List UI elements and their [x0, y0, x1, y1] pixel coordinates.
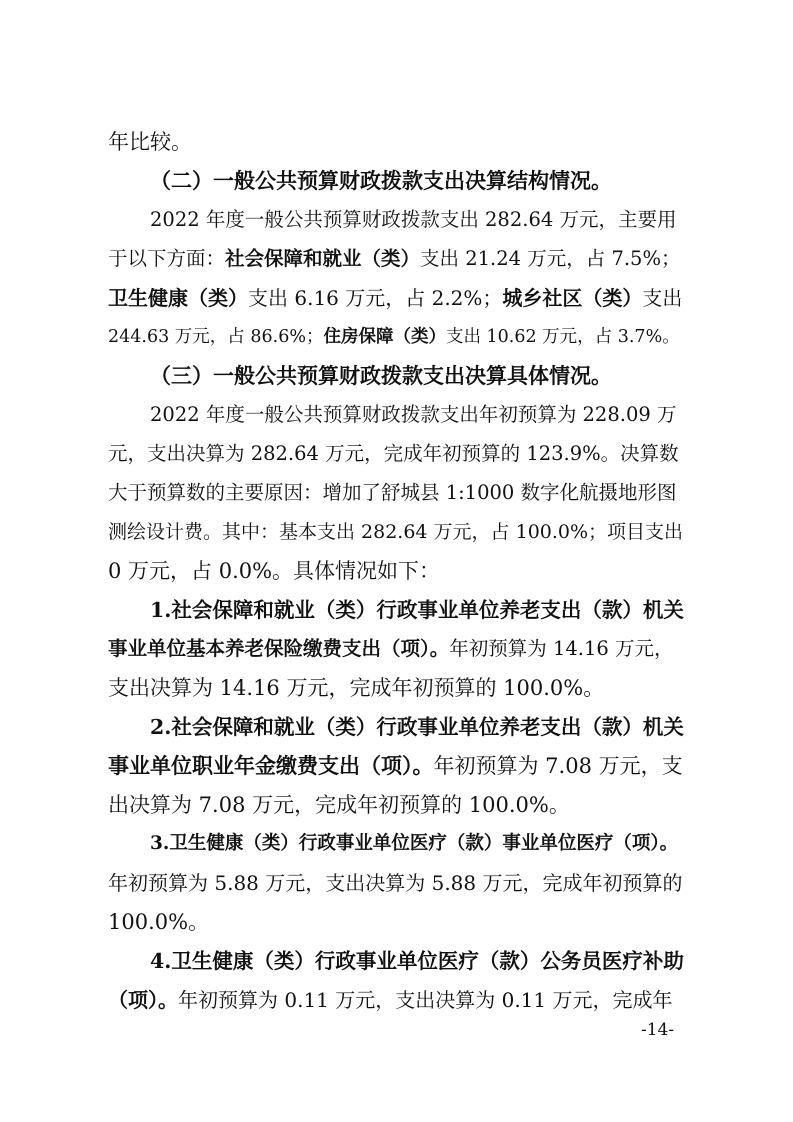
text-segment: 支出决算为 14.16 万元，完成年初预算的 100.0%。 — [108, 676, 605, 700]
text-line — [108, 751, 683, 781]
text-segment: 支出 — [642, 286, 683, 310]
item-heading — [150, 595, 684, 625]
text-segment: （二）一般公共预算财政拨款支出决算结构情况。 — [150, 168, 612, 193]
text-line — [150, 205, 676, 235]
text-segment: 社会保障和就业（类） — [225, 247, 421, 270]
text-segment: 2022 年度一般公共预算财政拨款支出年初预算为 228.09 万 — [150, 403, 677, 426]
text-segment: 卫生健康（类） — [108, 286, 248, 310]
text-line — [108, 322, 680, 352]
text-segment: 244.63 万元，占 86.6%； — [108, 327, 324, 347]
page-number: -14- — [641, 1020, 675, 1040]
text-line — [108, 868, 683, 898]
text-line — [108, 127, 192, 157]
text-segment: （三）一般公共预算财政拨款支出决算具体情况。 — [150, 363, 612, 388]
text-line — [150, 400, 676, 430]
text-segment: 2022 年度一般公共预算财政拨款支出 282.64 万元，主要用 — [150, 208, 677, 231]
item-heading — [150, 946, 684, 976]
item-heading — [150, 829, 678, 859]
text-segment: 城乡社区（类） — [502, 286, 643, 310]
text-segment: 测绘设计费。其中：基本支出 282.64 万元，占 100.0%；项目支出 — [108, 521, 684, 543]
text-segment: 4.卫生健康（类）行政事业单位医疗（款）公务员医疗补助 — [150, 949, 684, 973]
text-segment: 大于预算数的主要原因：增加了舒城县 1:1000 数字化航摄地形图 — [108, 481, 677, 504]
text-segment: 事业单位基本养老保险缴费支出（项）。 — [108, 637, 450, 660]
text-segment: 元，支出决算为 282.64 万元，完成年初预算的 123.9%。决算数 — [108, 442, 679, 465]
text-segment: 于以下方面： — [108, 247, 226, 270]
text-line — [108, 673, 604, 703]
text-line — [108, 985, 673, 1015]
text-segment: 0 万元，占 0.0%。具体情况如下： — [108, 559, 441, 583]
text-segment: 年初预算为 0.11 万元，支出决算为 0.11 万元，完成年 — [178, 988, 673, 1012]
text-segment: 支出 10.62 万元，占 3.7%。 — [445, 327, 680, 347]
text-segment: 年初预算为 14.16 万元， — [449, 637, 674, 660]
text-line — [108, 634, 674, 664]
text-segment: 年初预算为 5.88 万元，支出决算为 5.88 万元，完成年初预算的 — [108, 871, 683, 895]
text-segment: 住房保障（类） — [323, 327, 446, 347]
text-line — [108, 517, 683, 547]
text-line — [108, 790, 570, 820]
text-line — [108, 283, 682, 313]
text-line — [108, 478, 677, 508]
text-segment: 出决算为 7.08 万元，完成年初预算的 100.0%。 — [108, 793, 570, 817]
text-segment: （项）。 — [108, 988, 178, 1012]
section-heading — [150, 166, 612, 196]
text-segment: 2.社会保障和就业（类）行政事业单位养老支出（款）机关 — [150, 715, 684, 739]
text-segment: 1.社会保障和就业（类）行政事业单位养老支出（款）机关 — [150, 598, 684, 622]
text-segment: 3.卫生健康（类）行政事业单位医疗（款）事业单位医疗（项）。 — [150, 833, 679, 854]
text-line — [108, 244, 681, 274]
text-segment: 年初预算为 7.08 万元，支 — [433, 754, 683, 778]
text-segment: 年比较。 — [108, 130, 192, 154]
item-heading — [150, 712, 684, 742]
text-line — [108, 439, 679, 469]
text-segment: 事业单位职业年金缴费支出（项）。 — [108, 753, 434, 778]
text-segment: 支出 6.16 万元，占 2.2%； — [248, 286, 503, 310]
text-line — [108, 556, 440, 586]
text-segment: 100.0%。 — [108, 910, 210, 934]
section-heading — [150, 361, 612, 391]
text-line — [108, 907, 209, 937]
text-segment: 支出 21.24 万元，占 7.5%； — [420, 247, 681, 270]
